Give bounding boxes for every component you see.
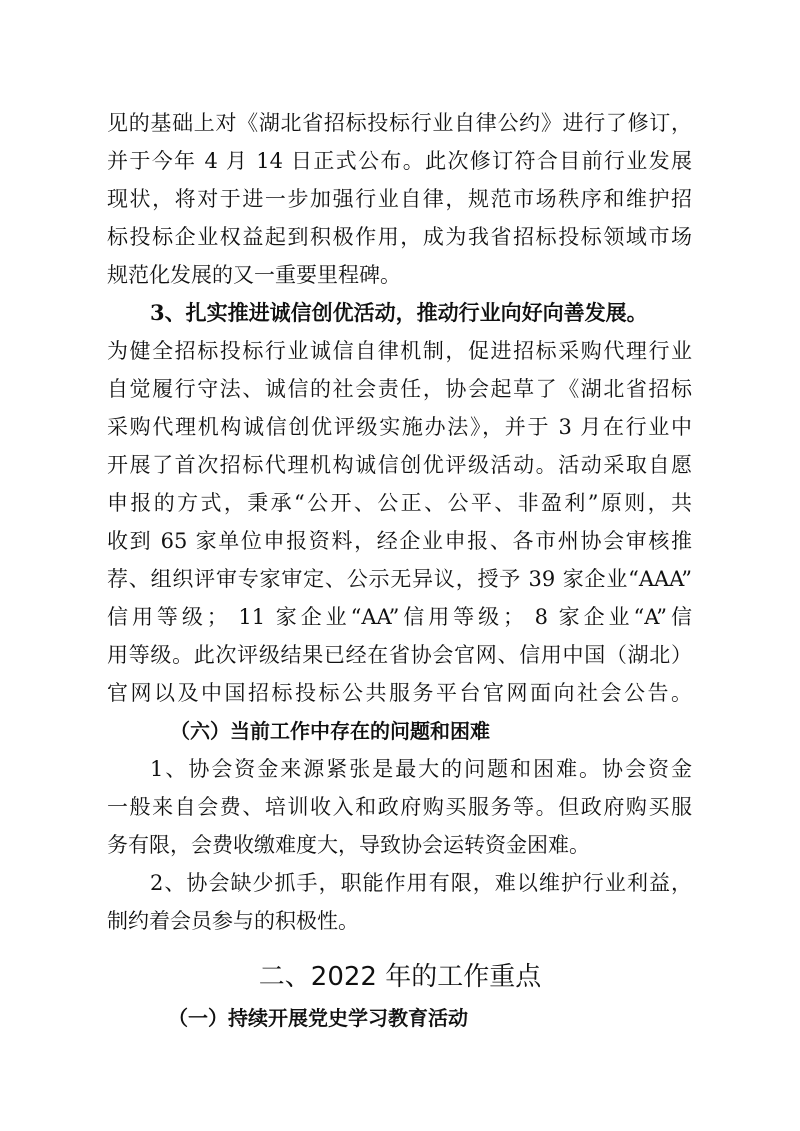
paragraph-line: 一般来自会费、培训收入和政府购买服务等。但政府购买服 [107,795,692,819]
paragraph-line: 采购代理机构诚信创优评级实施办法》，并于 3 月在行业中 [107,415,692,439]
paragraph-line: 荐、组织评审专家审定、公示无异议，授予 39 家企业“AAA” [107,567,692,591]
paragraph-line: 标投标企业权益起到积极作用，成为我省招标投标领域市场 [107,225,692,249]
paragraph-line: 用等级。此次评级结果已经在省协会官网、信用中国（湖北） [107,643,692,667]
paragraph-line: 收到 65 家单位申报资料，经企业申报、各市州协会审核推 [107,529,692,553]
paragraph-line: 2、协会缺少抓手，职能作用有限，难以维护行业利益， [150,871,692,895]
paragraph-line: 为健全招标投标行业诚信自律机制，促进招标采购代理行业 [107,339,692,363]
paragraph-line: 务有限，会费收缴难度大，导致协会运转资金困难。 [107,833,590,857]
part-2-subtitle-1: （一）持续开展党史学习教育活动 [168,1006,468,1030]
section-6-title: （六）当前工作中存在的问题和困难 [170,719,490,743]
paragraph-line: 官网以及中国招标投标公共服务平台官网面向社会公告。 [107,681,692,705]
paragraph-line: 自觉履行守法、诚信的社会责任，协会起草了《湖北省招标 [107,377,692,401]
paragraph-line: 现状，将对于进一步加强行业自律，规范市场秩序和维护招 [107,187,692,211]
paragraph-line: 申报的方式，秉承“公开、公正、公平、非盈利”原则，共 [107,491,692,515]
paragraph-line: 见的基础上对《湖北省招标投标行业自律公约》进行了修订， [107,111,692,135]
paragraph-line: 制约着会员参与的积极性。 [107,909,359,933]
paragraph-line: 开展了首次招标代理机构诚信创优评级活动。活动采取自愿 [107,453,692,477]
part-2-title: 二、2022 年的工作重点 [258,962,542,992]
paragraph-line: 信用等级； 11 家企业“AA”信用等级； 8 家企业“A”信 [107,605,692,629]
paragraph-line: 1、协会资金来源紧张是最大的问题和困难。协会资金 [150,757,692,781]
paragraph-line: 规范化发展的又一重要里程碑。 [107,263,401,287]
item-3-title: 3、扎实推进诚信创优活动，推动行业向好向善发展。 [150,300,648,325]
paragraph-line: 并于今年 4 月 14 日正式公布。此次修订符合目前行业发展 [107,149,692,173]
